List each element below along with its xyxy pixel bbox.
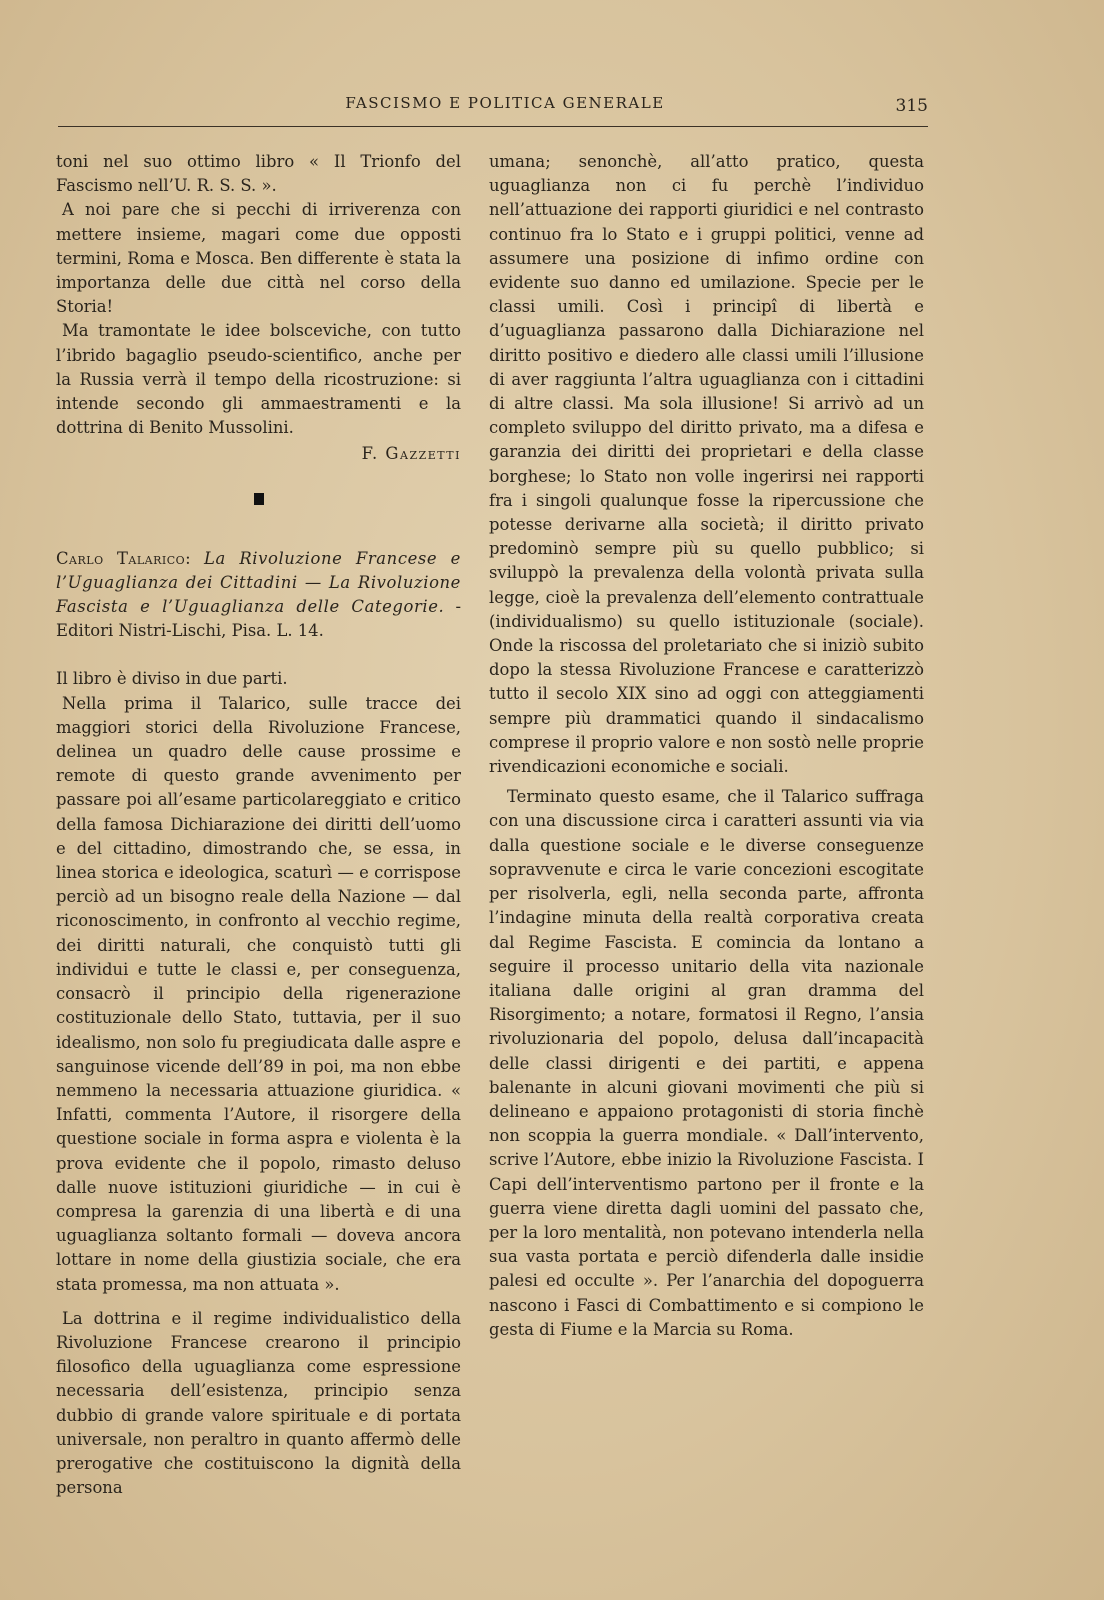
paragraph: Terminato questo esame, che il Talarico suffraga con una discussione circa i caratteri assunti via via dalla questione sociale e le diverse conseguenze sopravvenute e circa le varie concezioni escogitate per risolverla, egli, nella seconda parte, affronta l’indagine minuta della realtà corporativa creata dal Regime Fascista. E comincia da lontano a seguire il processo unitario della vita nazionale italiana dalle origini al gran dramma del Risorgimento; a notare, formatosi il Regno, l’ansia rivoluzionaria del popolo, delusa dall’incapacità delle classi dirigenti e dei partiti, e appena balenante in alcuni giovani movimenti che più si delineano e appaiono protagonisti di storia finchè non scoppia la guerra mondiale. « Dall’intervento, scrive l’Autore, ebbe inizio la Rivoluzione Fascista. I Capi dell’interventismo partono per il fronte e la guerra viene diretta dagli uomini del passato che, per la loro mentalità, non potevano intenderla nella sua vasta portata e perciò difenderla dalle insidie palesi ed occulte ». Per l’anarchia del dopoguerra nascono i Fasci di Combattimento e si compiono le gesta di Fiume e la Marcia su Roma.: [489, 787, 924, 1339]
running-title: FASCISMO E POLITICA GENERALE: [345, 94, 665, 112]
paragraph: toni nel suo ottimo libro « Il Trionfo del Fascismo nell’U. R. S. S. ».: [56, 152, 461, 196]
book-citation: [56, 547, 461, 644]
running-header: [58, 92, 928, 132]
paragraph: La dottrina e il regime individualistico della Rivoluzione Francese crearono il principio filosofico della uguaglianza come espressione necessaria dell’esistenza, principio senza dubbio di grande valore spirituale e di portata universale, non peraltro in quanto affermò delle prerogative che costituiscono la dignità della persona: [56, 1308, 461, 1498]
header-rule: [58, 126, 928, 127]
left-column: [56, 150, 461, 1500]
page-number: 315: [895, 96, 928, 116]
paragraph: umana; senonchè, all’atto pratico, questa uguaglianza non ci fu perchè l’individuo nell’attuazione dei rapporti giuridici e nel contrasto continuo fra lo Stato e i gruppi politici, venne ad assumere una posizione di infimo ordine con evidente suo danno ed umilazione. Specie per le classi umili. Così i principî di libertà e d’uguaglianza passarono dalla Dichiarazione nel diritto positivo e diedero alle classi umili l’illusione di aver raggiunta l’altra uguaglianza con i cittadini di altre classi. Ma sola illusione! Si arrivò ad un completo sviluppo del diritto privato, ma a difesa e garanzia dei diritti dei proprietari e della classe borghese; lo Stato non volle ingerirsi nei rapporti fra i singoli qualunque fosse la ripercussione che potesse derivarne alla società; il diritto privato predominò sempre più su quello pubblico; si sviluppò la prevalenza della volontà privata sulla legge, cioè la prevalenza dell’elemento contrattuale (individualismo) su quello istituzionale (sociale). Onde la riscossa del proletariato che si iniziò subito dopo la stessa Rivoluzione Francese e caratterizzò tutto il secolo XIX sino ad oggi con atteggiamenti sempre più drammatici quando il sindacalismo comprese il proprio valore e non sostò nelle proprie rivendicazioni economiche e sociali.: [489, 152, 924, 777]
signature: F. Gazzetti: [361, 444, 461, 464]
book-author: Carlo Talarico:: [56, 548, 192, 568]
paragraph: Nella prima il Talarico, sulle tracce dei maggiori storici della Rivoluzione Francese, delinea un quadro delle cause prossime e remote di questo grande avvenimento per passare poi all’esame particolareggiato e critico della famosa Dichiarazione dei diritti dell’uomo e del cittadino, dimostrando che, se essa, in linea storica e ideologica, scaturì — e corrispose perciò ad un bisogno reale della Nazione — dal riconoscimento, in confronto al vecchio regime, dei diritti naturali, che conquistò tutti gli individui e tutte le classi e, per conseguenza, consacrò il principio della rigenerazione costituzionale dello Stato, tuttavia, per il suo idealismo, non solo fu pregiudicata dalle aspre e sanguinose vicende dell’89 in poi, ma non ebbe nemmeno la necessaria attuazione giuridica. « Infatti, commenta l’Autore, il risorgere della questione sociale in forma aspra e violenta è la prova evidente che il popolo, rimasto deluso dalle nuove istituzioni giuridiche — in cui è compresa la garenzia di una libertà e di una uguaglianza soltanto formali — doveva ancora lottare in nome della giustizia sociale, che era stata promessa, ma non attuata ».: [56, 693, 461, 1294]
paragraph: Il libro è diviso in due parti.: [56, 669, 288, 689]
book-title: La Rivoluzione Francese e l’Uguaglianza dei Cittadini — La Rivoluzione Fascista e l’Uguaglianza delle Categorie.: [56, 548, 461, 617]
right-column: [489, 150, 924, 1342]
paragraph: Ma tramontate le idee bolsceviche, con tutto l’ibrido bagaglio pseudo-scientifico, anche per la Russia verrà il tempo della ricostruzione: si intende secondo gli ammaestramenti e la dottrina di Benito Mussolini.: [56, 321, 461, 438]
section-separator: [254, 493, 264, 505]
paragraph: A noi pare che si pecchi di irriverenza con mettere insieme, magari come due opposti termini, Roma e Mosca. Ben differente è stata la importanza delle due città nel corso della Storia!: [56, 200, 461, 317]
book-publisher: - Editori Nistri-Lischi, Pisa. L. 14.: [56, 597, 461, 641]
